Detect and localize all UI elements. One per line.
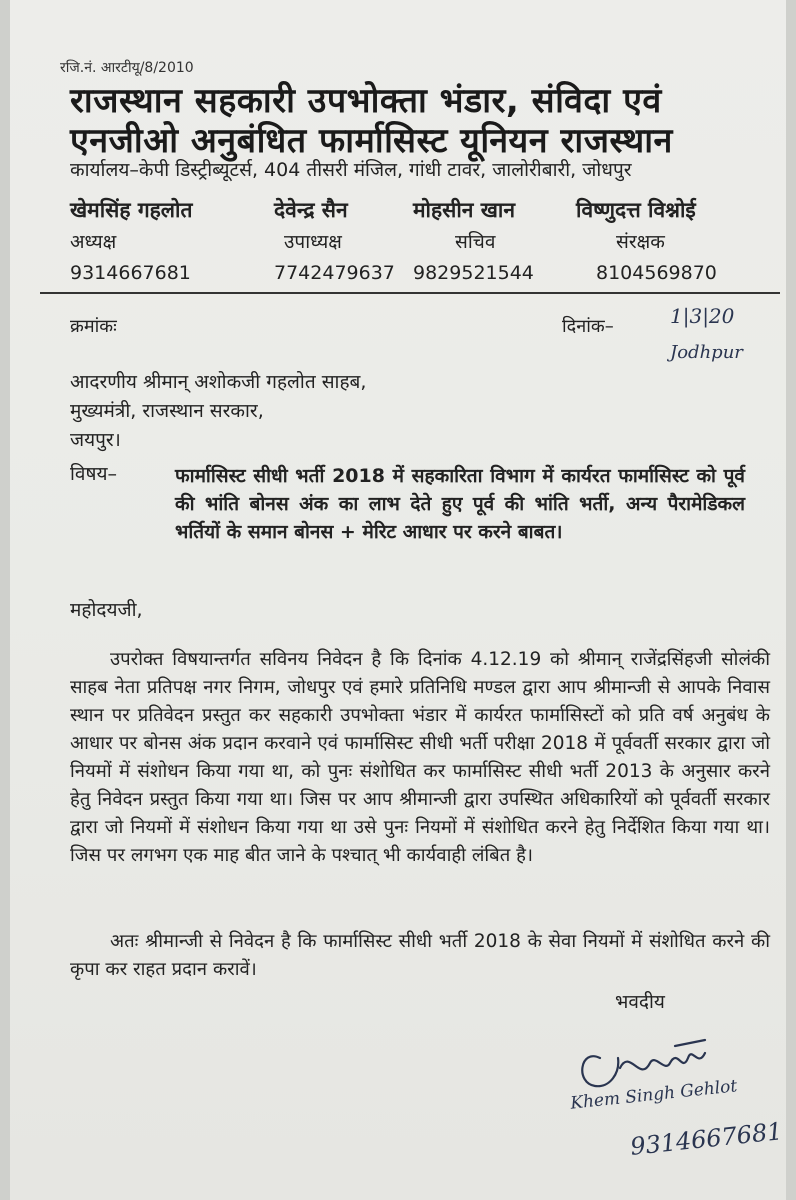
officer-patron xyxy=(576,196,717,284)
handwritten-date: 1|3|20 xyxy=(670,304,735,328)
officer-phone: 8104569870 xyxy=(596,262,717,284)
letter-page xyxy=(10,0,786,1200)
header-divider xyxy=(40,292,780,294)
organization-name-line1: राजस्थान सहकारी उपभोक्ता भंडार, संविदा एवं xyxy=(70,81,662,121)
officer-designation: उपाध्यक्ष xyxy=(284,231,342,253)
handwritten-city: Jodhpur xyxy=(670,342,743,363)
officer-name: मोहसीन खान xyxy=(413,198,516,222)
organization-name-line2: एनजीओ अनुबंधित फार्मासिस्ट यूनियन राजस्थान xyxy=(70,121,673,161)
officer-name: खेमसिंह गहलोत xyxy=(70,198,193,222)
body-paragraph-2: अतः श्रीमान्जी से निवेदन है कि फार्मासिस्ट सीधी भर्ती 2018 के सेवा नियमों में संशोधित करने की कृपा कर राहत प्रदान करावें। xyxy=(70,931,770,980)
officer-secretary xyxy=(413,196,534,284)
officer-vice-president xyxy=(274,196,395,284)
signature-phone: 9314667681 xyxy=(628,1117,784,1161)
date-label: दिनांक– xyxy=(562,316,614,337)
office-address: कार्यालय–केपी डिस्ट्रीब्यूटर्स, 404 तीसरी मंजिल, गांधी टावर, जालोरीबारी, जोधपुर xyxy=(70,159,632,181)
addressee-block xyxy=(70,368,366,455)
subject-text: फार्मासिस्ट सीधी भर्ती 2018 में सहकारिता विभाग में कार्यरत फार्मासिस्ट को पूर्व की भांति बोनस अंक का लाभ देते हुए पूर्व की भांति भर्ती, अन्य पैरामेडिकल भर्तियों के समान बोनस + मेरिट आधार पर करने बाबत। xyxy=(175,465,745,543)
officer-name: देवेन्द्र सैन xyxy=(274,198,348,222)
officer-president xyxy=(70,196,192,284)
officer-designation: सचिव xyxy=(455,231,496,253)
addressee-line: मुख्यमंत्री, राजस्थान सरकार, xyxy=(70,400,264,422)
closing-text: भवदीय xyxy=(615,991,665,1013)
registration-number: रजि.नं. आरटीयू/8/2010 xyxy=(60,60,194,76)
salutation: महोदयजी, xyxy=(70,599,143,621)
body-paragraph-1: उपरोक्त विषयान्तर्गत सविनय निवेदन है कि दिनांक 4.12.19 को श्रीमान् राजेंद्रसिंहजी सोलंकी साहब नेता प्रतिपक्ष नगर निगम, जोधपुर एवं हमारे प्रतिनिधि मण्डल द्वारा आप श्रीमान्जी से आपके निवास स्थान पर प्रतिवेदन प्रस्तुत कर सहकारी उपभोक्ता भंडार में कार्यरत फार्मासिस्टों को प्रति वर्ष अनुबंध के आधार पर बोनस अंक प्रदान करवाने एवं फार्मासिस्ट सीधी भर्ती परीक्षा 2018 में पूर्ववर्ती सरकार द्वारा जो नियमों में संशोधन किया गया था, को पुनः संशोधित कर फार्मासिस्ट सीधी भर्ती 2013 के अनुसार करने हेतु निवेदन प्रस्तुत किया गया था। जिस पर आप श्रीमान्जी द्वारा उपस्थित अधिकारियों को पूर्ववर्ती सरकार द्वारा जो नियमों में संशोधन किया गया था उसे पुनः नियमों में संशोधित करने हेतु निर्देशित किया गया था। जिस पर लगभग एक माह बीत जाने के पश्चात् भी कार्यवाही लंबित है। xyxy=(70,649,770,866)
addressee-line: जयपुर। xyxy=(70,429,121,451)
addressee-line: आदरणीय श्रीमान् अशोकजी गहलोत साहब, xyxy=(70,371,367,393)
reference-number-label: क्रमांकः xyxy=(70,316,117,337)
officer-name: विष्णुदत्त विश्नोई xyxy=(576,198,696,222)
officer-designation: अध्यक्ष xyxy=(70,231,117,253)
officer-phone: 9314667681 xyxy=(70,262,191,284)
officer-phone: 9829521544 xyxy=(413,262,534,284)
subject-label: विषय– xyxy=(70,463,117,485)
officer-designation: संरक्षक xyxy=(616,231,665,253)
signature-name: Khem Singh Gehlot xyxy=(569,1076,739,1114)
officer-phone: 7742479637 xyxy=(274,262,395,284)
